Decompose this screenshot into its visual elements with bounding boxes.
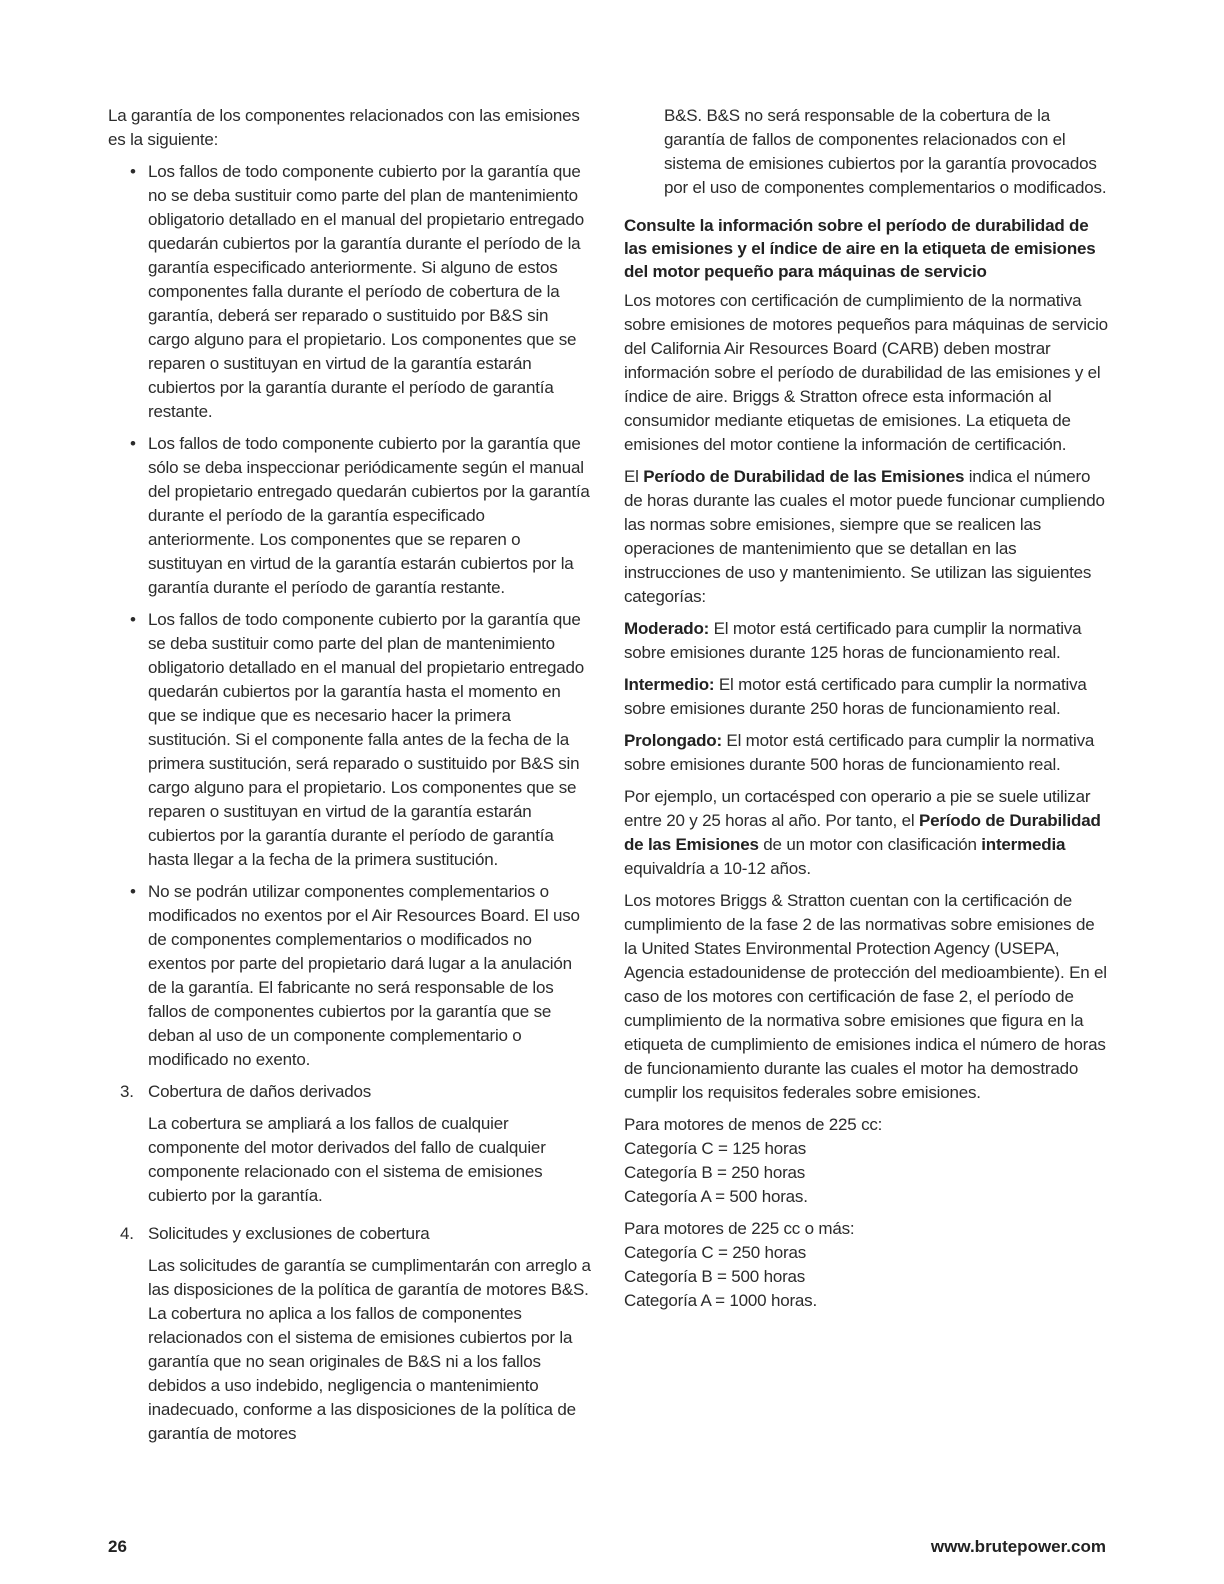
warranty-bullet-list xyxy=(108,160,592,1072)
item-number: 4. xyxy=(120,1224,134,1243)
usepa-paragraph: Los motores Briggs & Stratton cuentan con la certificación de cumplimiento de la fase 2 de las normativas sobre emisiones de la United States Environmental Protection Agency (USEPA, Agencia estadounidense de protección del medioambiente). En el caso de los motores con certificación de fase 2, el período de cumplimiento de la normativa sobre emisiones que figura en la etiqueta de cumplimiento de emisiones indica el número de horas de funcionamiento durante las cuales el motor ha demostrado cumplir los requisitos federales sobre emisiones. xyxy=(624,891,1107,1102)
carb-paragraph: Los motores con certificación de cumplimiento de la normativa sobre emisiones de motores pequeños para máquinas de servicio del California Air Resources Board (CARB) deben mostrar información sobre el período de durabilidad de las emisiones y el índice de aire. Briggs & Stratton ofrece esta información al consumidor mediante etiquetas de emisiones. La etiqueta de emisiones del motor contiene la información de certificación. xyxy=(624,291,1108,454)
item-body: Las solicitudes de garantía se cumplimentarán con arreglo a las disposiciones de la política de garantía de motores B&S. La cobertura no aplica a los fallos de componentes relacionados con el sistema de emisiones cubiertos por la garantía que no sean originales de B&S ni a los fallos debidos a uso indebido, negligencia o mantenimiento inadecuado, conforme a las disposiciones de la política de garantía de motores xyxy=(148,1256,591,1443)
item-body: La cobertura se ampliará a los fallos de cualquier componente del motor derivados del fallo de cualquier componente relacionado con el sistema de emisiones cubierto por la garantía. xyxy=(148,1114,546,1205)
category-line: Categoría B = 500 horas xyxy=(624,1267,806,1286)
bullet-item: • Los fallos de todo componente cubierto por la garantía que no se deba sustituir como parte del plan de mantenimiento obligatorio detallado en el manual del propietario entregado quedarán cubiertos por la garantía durante el período de la garantía especificado anteriormente. Si alguno de estos componentes falla durante el período de cobertura de la garantía, deberá ser reparado o sustituido por B&S sin cargo alguno para el propietario. Los componentes que se reparen o sustituyan en virtud de la garantía estarán cubiertos por la garantía durante el período de garantía restante. xyxy=(108,160,592,424)
category-label: Prolongado: xyxy=(624,731,722,750)
example-paragraph: Por ejemplo, un cortacésped con operario a pie se suele utilizar entre 20 y 25 horas al año. Por tanto, el Período de Durabilidad de las Emisiones de un motor con clasificación intermedia equivaldría a 10-12 años. xyxy=(624,787,1101,878)
numbered-list xyxy=(108,1080,592,1446)
item-number: 3. xyxy=(120,1082,134,1101)
list-title: Para motores de menos de 225 cc: xyxy=(624,1115,883,1134)
left-column xyxy=(108,104,592,1452)
durability-paragraph: El Período de Durabilidad de las Emisiones indica el número de horas durante las cuales el motor puede funcionar cumpliendo las normas sobre emisiones, siempre que se realicen las operaciones de mantenimiento que se detallan en las instrucciones de uso y mantenimiento. Se utilizan las siguientes categorías: xyxy=(624,467,1105,606)
continued-paragraph: B&S. B&S no será responsable de la cobertura de la garantía de fallos de componentes relacionados con el sistema de emisiones cubiertos por la garantía provocados por el uso de componentes complementarios o modificados. xyxy=(664,106,1107,197)
item-title: Cobertura de daños derivados xyxy=(148,1082,372,1101)
category-intermedio: Intermedio: El motor está certificado para cumplir la normativa sobre emisiones durante 250 horas de funcionamiento real. xyxy=(624,675,1087,718)
list-title: Para motores de 225 cc o más: xyxy=(624,1219,855,1238)
over-225cc-list xyxy=(624,1217,1108,1313)
page-number: 26 xyxy=(108,1537,127,1556)
bullet-item: • Los fallos de todo componente cubierto por la garantía que sólo se deba inspeccionar periódicamente según el manual del propietario entregado quedarán cubiertos por la garantía durante el período de la garantía especificado anteriormente. Los componentes que se reparen o sustituyan en virtud de la garantía estarán cubiertos por la garantía durante el período de garantía restante. xyxy=(108,432,592,600)
category-line: Categoría A = 500 horas. xyxy=(624,1187,808,1206)
numbered-item-4 xyxy=(108,1222,592,1446)
item-title: Solicitudes y exclusiones de cobertura xyxy=(148,1224,430,1243)
bullet-item: • No se podrán utilizar componentes complementarios o modificados no exentos por el Air Resources Board. El uso de componentes complementarios o modificados no exentos por parte del propietario dará lugar a la anulación de la garantía. El fabricante no será responsable de los fallos de componentes cubiertos por la garantía que se deban al uso de un componente complementario o modificado no exento. xyxy=(108,880,592,1072)
category-label: Moderado: xyxy=(624,619,710,638)
under-225cc-list xyxy=(624,1113,1108,1209)
category-label: Intermedio: xyxy=(624,675,715,694)
category-line: Categoría C = 250 horas xyxy=(624,1243,807,1262)
section-heading: Consulte la información sobre el período de durabilidad de las emisiones y el índice de aire en la etiqueta de emisiones del motor pequeño para máquinas de servicio xyxy=(624,216,1096,281)
category-prolongado: Prolongado: El motor está certificado para cumplir la normativa sobre emisiones durante 500 horas de funcionamiento real. xyxy=(624,731,1095,774)
right-column xyxy=(624,104,1108,1321)
category-line: Categoría B = 250 horas xyxy=(624,1163,806,1182)
bullet-item: • Los fallos de todo componente cubierto por la garantía que se deba sustituir como parte del plan de mantenimiento obligatorio detallado en el manual del propietario entregado quedarán cubiertos por la garantía hasta el momento en que se indique que es necesario hacer la primera sustitución. Si el componente falla antes de la fecha de la primera sustitución, será reparado o sustituido por B&S sin cargo alguno para el propietario. Los componentes que se reparen o sustituyan en virtud de la garantía estarán cubiertos por la garantía durante el período de garantía hasta llegar a la fecha de la primera sustitución. xyxy=(108,608,592,872)
category-moderado: Moderado: El motor está certificado para cumplir la normativa sobre emisiones durante 125 horas de funcionamiento real. xyxy=(624,619,1082,662)
category-line: Categoría A = 1000 horas. xyxy=(624,1291,818,1310)
website-link[interactable]: www.brutepower.com xyxy=(930,1537,1106,1556)
numbered-item-3 xyxy=(108,1080,592,1208)
category-line: Categoría C = 125 horas xyxy=(624,1139,807,1158)
warranty-intro: La garantía de los componentes relacionados con las emisiones es la siguiente: xyxy=(108,106,580,149)
